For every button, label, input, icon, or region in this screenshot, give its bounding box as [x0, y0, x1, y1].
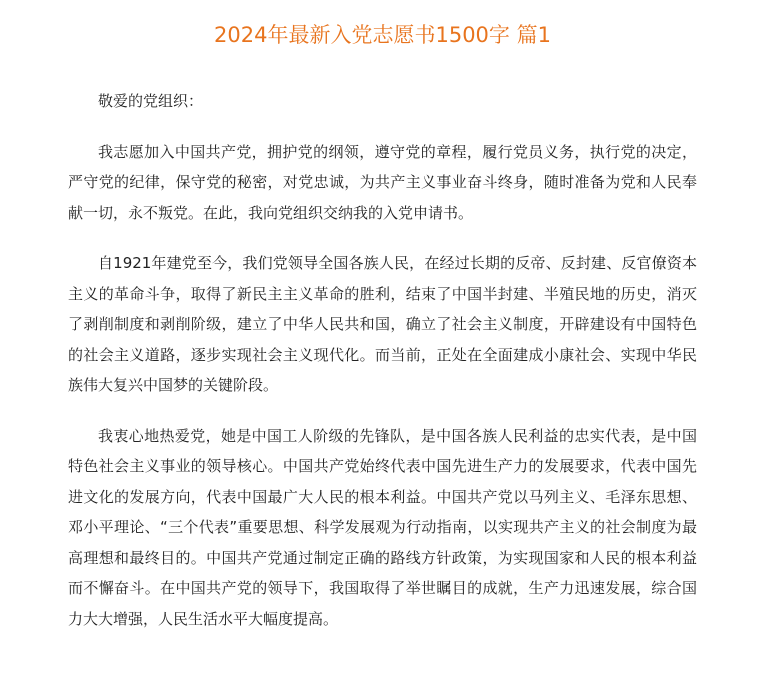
paragraph-history: 自1921年建党至今，我们党领导全国各族人民，在经过长期的反帝、反封建、反官僚资本主义的革命斗争，取得了新民主主义革命的胜利，结束了中国半封建、半殖民地的历史，消灭了剥削制度和剥削阶级，建立了中华人民共和国，确立了社会主义制度，开辟建设有中国特色的社会主义道路，逐步实现社会主义现代化。而当前，正处在全面建成小康社会、实现中华民族伟大复兴中国梦的关键阶段。	[68, 254, 697, 394]
paragraph-pledge: 我志愿加入中国共产党，拥护党的纲领，遵守党的章程，履行党员义务，执行党的决定，严守党的纪律，保守党的秘密，对党忠诚，为共产主义事业奋斗终身，随时准备为党和人民奉献一切，永不叛党。在此，我向党组织交纳我的入党申请书。	[68, 142, 697, 222]
greeting: 敬爱的党组织：	[98, 92, 204, 110]
paragraph-love-party: 我衷心地热爱党，她是中国工人阶级的先锋队，是中国各族人民利益的忠实代表，是中国特色社会主义事业的领导核心。中国共产党始终代表中国先进生产力的发展要求，代表中国先进文化的发展方向，代表中国最广大人民的根本利益。中国共产党以马列主义、毛泽东思想、邓小平理论、“三个代表”重要思想、科学发展观为行动指南，以实现共产主义的社会制度为最高理想和最终目的。中国共产党通过制定正确的路线方针政策，为实现国家和人民的根本利益而不懈奋斗。在中国共产党的领导下，我国取得了举世瞩目的成就，生产力迅速发展，综合国力大大增强，人民生活水平大幅度提高。	[68, 426, 697, 628]
article-title: 2024年最新入党志愿书1500字 篇1	[214, 23, 551, 47]
